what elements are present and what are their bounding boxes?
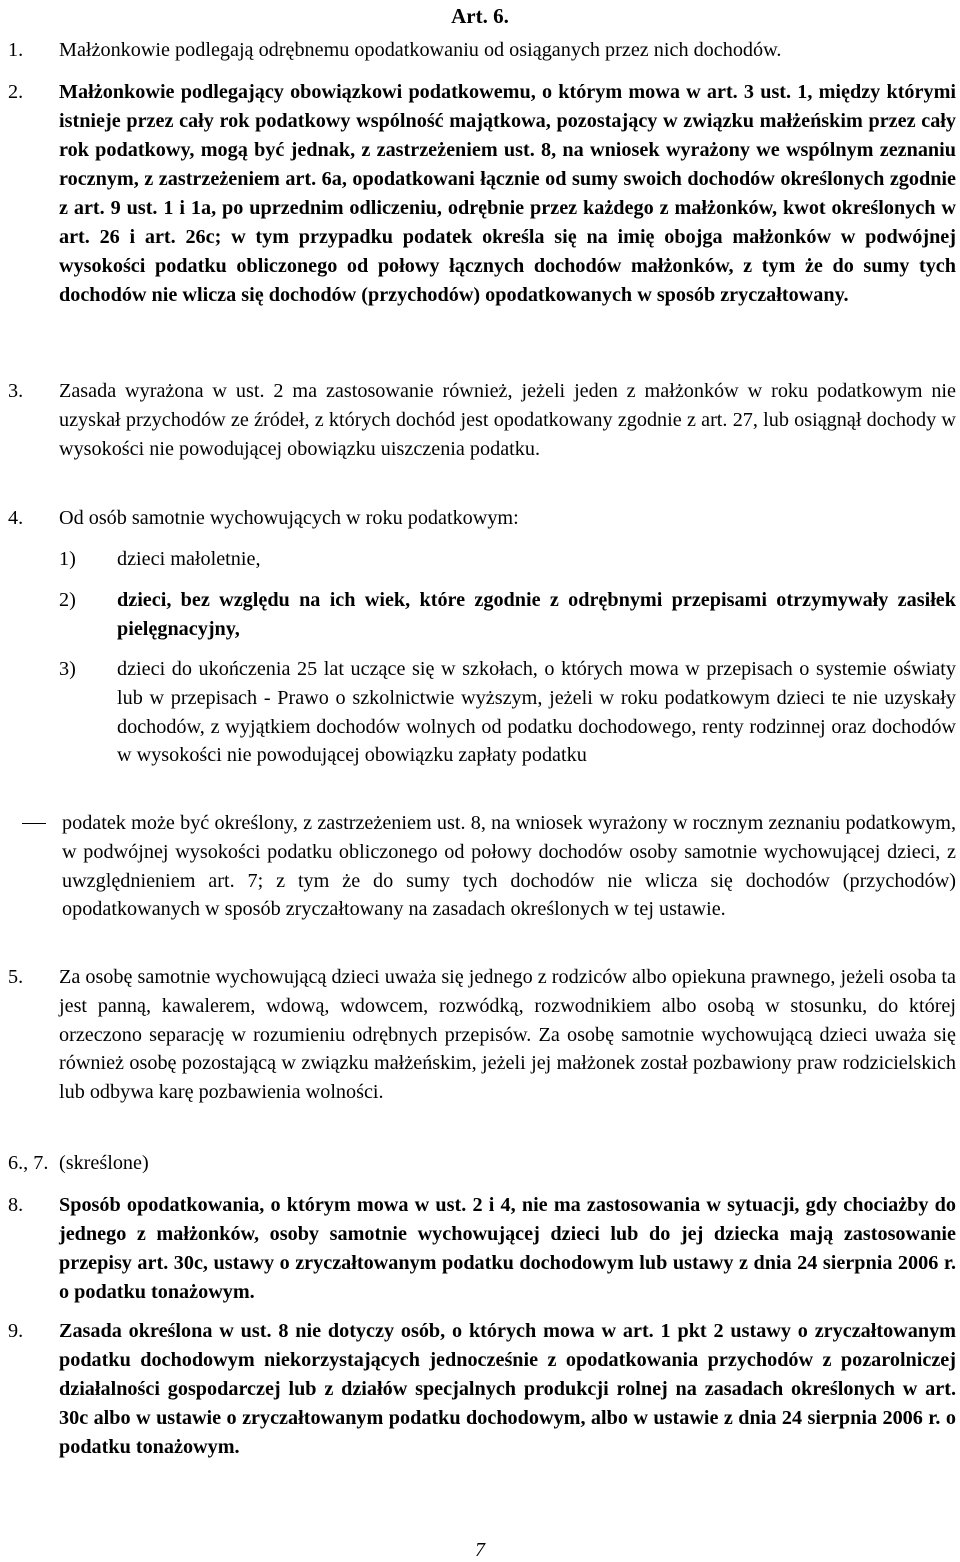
dash-mark bbox=[22, 823, 46, 824]
point-text: dzieci do ukończenia 25 lat uczące się w szkołach, o których mowa w przepisach o systemie oświaty lub w przepisach - Prawo o szkolnictwie wyższym, jeżeli w roku podatkowym dzieci te nie uzyskały dochodów, z wyjątkiem dochodów wolnych od podatku dochodowego, renty rodzinnej oraz dochodów w wysokości nie powodującej obowiązku zapłaty podatku bbox=[117, 658, 956, 767]
paragraph-number: 6., 7. bbox=[8, 1152, 49, 1174]
paragraph-text: Od osób samotnie wychowujących w roku podatkowym: bbox=[59, 507, 519, 529]
paragraph-text: Małżonkowie podlegają odrębnemu opodatkowaniu od osiąganych przez nich dochodów. bbox=[59, 39, 782, 61]
paragraph-number: 1. bbox=[8, 39, 24, 61]
point-number: 2) bbox=[59, 589, 76, 611]
paragraph-number: 4. bbox=[8, 507, 24, 529]
point-number: 1) bbox=[59, 548, 76, 570]
paragraph-text: Małżonkowie podlegający obowiązkowi podatkowemu, o którym mowa w art. 3 ust. 1, między którymi istnieje przez cały rok podatkowy wspólność majątkowa, pozostający w związku małżeńskim przez cały rok podatkowy, mogą być jednak, z zastrzeżeniem ust. 8, na wniosek wyrażony we wspólnym zeznaniu rocznym, z zastrzeżeniem art. 6a, opodatkowani łącznie od sumy swoich dochodów określonych zgodnie z art. 9 ust. 1 i 1a, po uprzednim odliczeniu, odrębnie przez każdego z małżonków, kwot określonych w art. 26 i art. 26c; w tym przypadku podatek określa się na imię obojga małżonków w podwójnej wysokości podatku obliczonego od połowy łącznych dochodów małżonków, z tym że do sumy tych dochodów nie wlicza się dochodów (przychodów) opodatkowanych w sposób zryczałtowany. bbox=[59, 81, 956, 306]
point-text: dzieci małoletnie, bbox=[117, 548, 261, 570]
paragraph-number: 5. bbox=[8, 966, 24, 988]
page-number: 7 bbox=[475, 1539, 485, 1561]
paragraph-text: Zasada określona w ust. 8 nie dotyczy osób, o których mowa w art. 1 pkt 2 ustawy o zryczałtowanym podatku dochodowym niekorzystających jednocześnie z opodatkowania przychodów z pozarolniczej działalności gospodarczej lub z działów specjalnych produkcji rolnej na zasadach określonych w art. 30c albo w ustawie o zryczałtowanym podatku dochodowym, albo w ustawie z dnia 24 sierpnia 2006 r. o podatku tonażowym. bbox=[59, 1320, 956, 1458]
paragraph-number: 8. bbox=[8, 1194, 24, 1216]
paragraph-text: Zasada wyrażona w ust. 2 ma zastosowanie również, jeżeli jeden z małżonków w roku podatkowym nie uzyskał przychodów ze źródeł, z których dochód jest opodatkowany zgodnie z art. 27, lub osiągnął dochody w wysokości nie powodującej obowiązku uiszczenia podatku. bbox=[59, 380, 956, 460]
paragraph-number: 2. bbox=[8, 81, 24, 103]
paragraph-text: (skreślone) bbox=[59, 1152, 149, 1174]
article-title: Art. 6. bbox=[451, 4, 509, 28]
point-text: dzieci, bez względu na ich wiek, które zgodnie z odrębnymi przepisami otrzymywały zasiłek pielęgnacyjny, bbox=[117, 589, 956, 640]
paragraph-number: 3. bbox=[8, 380, 24, 402]
dash-clause-text: podatek może być określony, z zastrzeżeniem ust. 8, na wniosek wyrażony w rocznym zeznaniu podatkowym, w podwójnej wysokości podatku obliczonego od połowy dochodów osoby samotnie wychowującej dzieci, z uwzględnieniem art. 7; z tym że do sumy tych dochodów nie wlicza się dochodów (przychodów) opodatkowanych w sposób zryczałtowany na zasadach określonych w tej ustawie. bbox=[62, 812, 956, 921]
point-number: 3) bbox=[59, 658, 76, 680]
paragraph-number: 9. bbox=[8, 1320, 24, 1342]
paragraph-text: Za osobę samotnie wychowującą dzieci uważa się jednego z rodziców albo opiekuna prawnego, jeżeli osoba ta jest panną, kawalerem, wdową, wdowcem, rozwódką, rozwodnikiem albo osobą w stosunku, do której orzeczono separację w rozumieniu odrębnych przepisów. Za osobę samotnie wychowującą dzieci uważa się również osobę pozostającą w związku małżeńskim, jeżeli jej małżonek został pozbawiony praw rodzicielskich lub odbywa karę pozbawienia wolności. bbox=[59, 966, 956, 1104]
paragraph-text: Sposób opodatkowania, o którym mowa w ust. 2 i 4, nie ma zastosowania w sytuacji, gdy chociażby do jednego z małżonków, osoby samotnie wychowującej dzieci lub do jej dziecka mają zastosowanie przepisy art. 30c, ustawy o zryczałtowanym podatku dochodowym lub ustawy z dnia 24 sierpnia 2006 r. o podatku tonażowym. bbox=[59, 1194, 956, 1303]
